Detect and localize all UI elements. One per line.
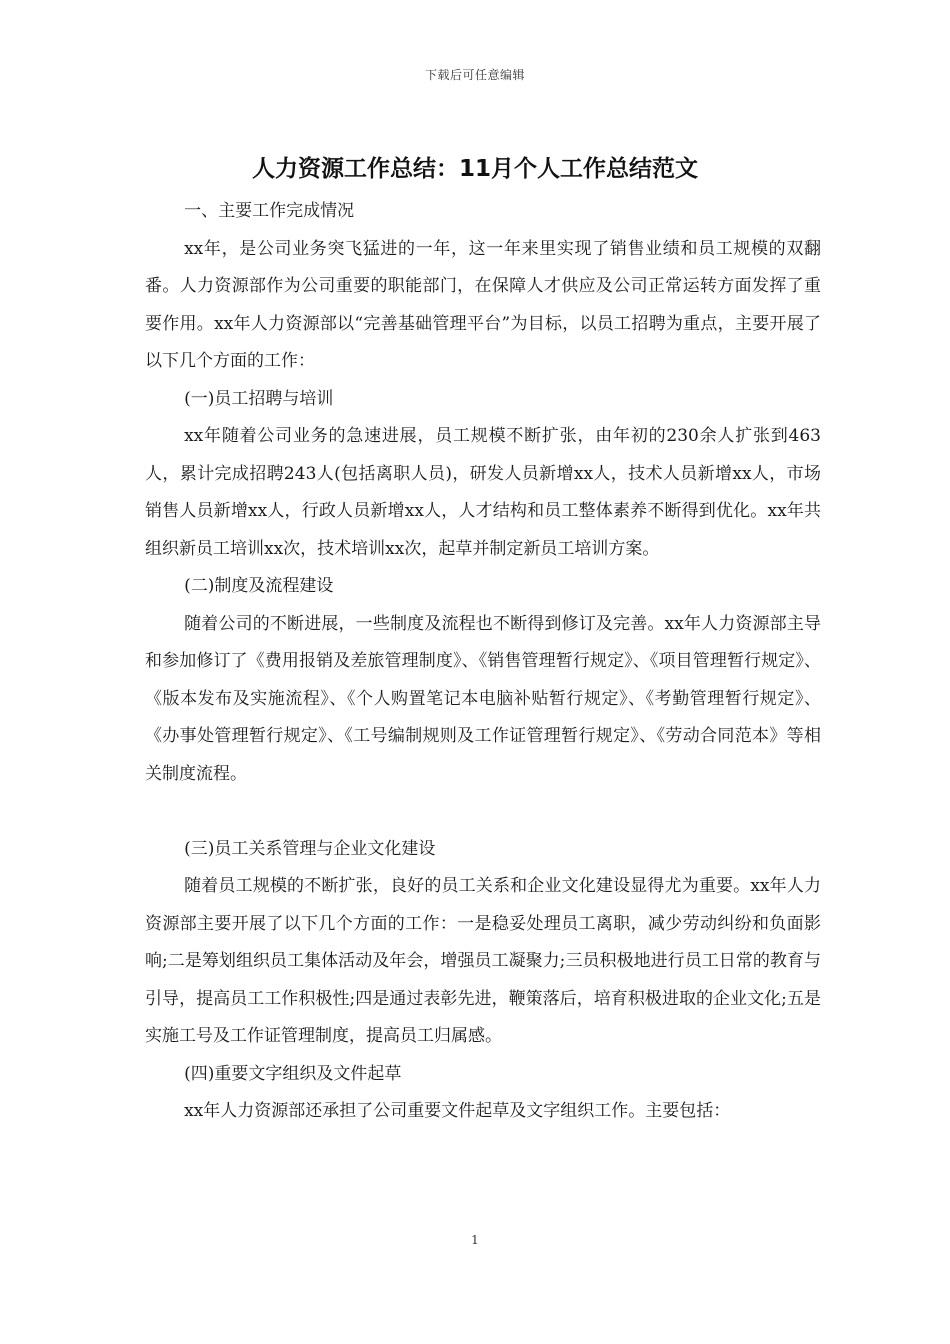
page-number: 1 [471,1233,479,1247]
section-heading-main: 一、主要工作完成情况 [184,201,355,221]
paragraph-documents: xx年人力资源部还承担了公司重要文件起草及文字组织工作。主要包括： [184,1101,731,1121]
header-note: 下载后可任意编辑 [424,68,525,82]
section-heading-recruitment: (一)员工招聘与培训 [184,388,334,409]
section-heading-policy: (二)制度及流程建设 [184,576,334,596]
document-body [145,193,821,1131]
section-heading-employee-relations: (三)员工关系管理与企业文化建设 [184,838,436,859]
document-title: 人力资源工作总结：11月个人工作总结范文 [251,156,698,182]
paragraph-employee-relations: 随着员工规模的不断扩张，良好的员工关系和企业文化建设显得尤为重要。xx年人力资源部主要开展了以下几个方面的工作：一是稳妥处理员工离职，减少劳动纠纷和负面影响;二是筹划组织员工集体活动及年会，增强员工凝聚力;三员积极地进行员工日常的教育与引导，提高员工工作积极性;四是通过表彰先进，鞭策落后，培育积极进取的企业文化;五是实施工号及工作证管理制度，提高员工归属感。 [145,876,821,1046]
section-heading-documents: (四)重要文字组织及文件起草 [184,1063,402,1084]
paragraph-policy: 随着公司的不断进展，一些制度及流程也不断得到修订及完善。xx年人力资源部主导和参加修订了《费用报销及差旅管理制度》、《销售管理暂行规定》、《项目管理暂行规定》、《版本发布及实施流程》、《个人购置笔记本电脑补贴暂行规定》、《考勤管理暂行规定》、《办事处管理暂行规定》、《工号编制规则及工作证管理暂行规定》、《劳动合同范本》等相关制度流程。 [145,613,821,784]
paragraph-overview: xx年，是公司业务突飞猛进的一年，这一年来里实现了销售业绩和员工规模的双翻番。人力资源部作为公司重要的职能部门，在保障人才供应及公司正常运转方面发挥了重要作用。xx年人力资源部以“完善基础管理平台”为目标，以员工招聘为重点，主要开展了以下几个方面的工作： [145,238,821,371]
paragraph-recruitment: xx年随着公司业务的急速进展，员工规模不断扩张，由年初的230余人扩张到463人，累计完成招聘243人(包括离职人员)，研发人员新增xx人，技术人员新增xx人，市场销售人员新增xx人，行政人员新增xx人，人才结构和员工整体素养不断得到优化。xx年共组织新员工培训xx次，技术培训xx次，起草并制定新员工培训方案。 [145,426,821,559]
